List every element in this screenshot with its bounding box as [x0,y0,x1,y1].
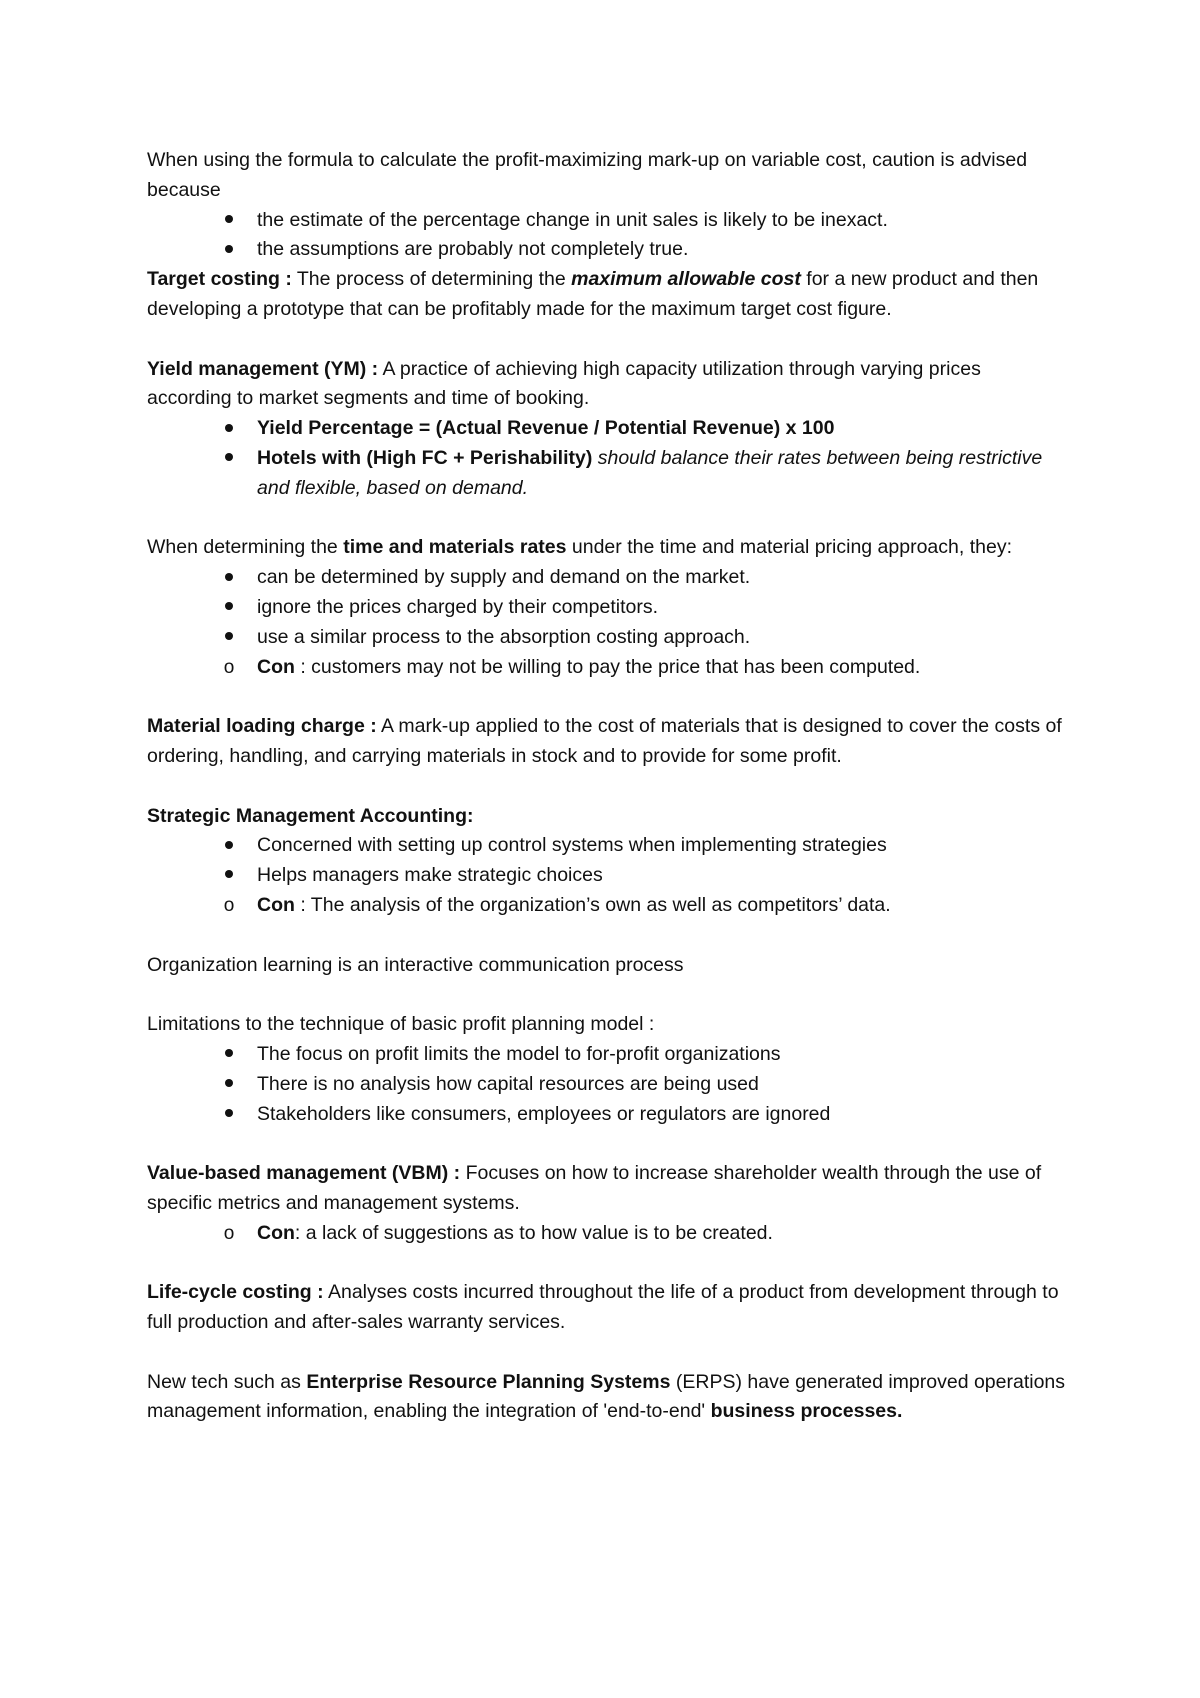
bullet-icon [219,414,239,444]
strategic-bullet-list [147,831,1067,920]
vbm-paragraph: Value-based management (VBM) : Focuses on how to increase shareholder wealth through the use of specific metrics and management systems. [147,1162,1042,1214]
term-erps: Enterprise Resource Planning Systems [306,1370,671,1393]
list-item: the estimate of the percentage change in unit sales is likely to be inexact. [147,206,1067,236]
bullet-icon [219,1100,239,1130]
strategic-heading: Strategic Management Accounting: [147,804,474,827]
term-yield-management: Yield management (YM) : [147,357,379,380]
list-item: o Con: a lack of suggestions as to how value is to be created. [147,1219,1067,1249]
list-item: the assumptions are probably not completely true. [147,235,1067,265]
list-item: use a similar process to the absorption costing approach. [147,623,1067,653]
time-materials-paragraph: When determining the time and materials rates under the time and material pricing approach, they: [147,536,1012,559]
term-value-based-management: Value-based management (VBM) : [147,1162,461,1185]
list-item: Helps managers make strategic choices [147,861,1067,891]
bullet-icon [219,861,239,891]
yield-bullet-list [147,414,1067,503]
target-costing-paragraph: Target costing : The process of determining the maximum allowable cost for a new product and then developing a prototype that can be profitably made for the maximum target cost figure. [147,268,1039,320]
list-item: Yield Percentage = (Actual Revenue / Potential Revenue) x 100 [147,414,1067,444]
term-material-loading-charge: Material loading charge : [147,715,377,738]
list-item: Concerned with setting up control systems when implementing strategies [147,831,1067,861]
list-item: can be determined by supply and demand on the market. [147,563,1067,593]
emphasis-maximum-allowable-cost: maximum allowable cost [571,268,801,291]
bullet-icon [219,1040,239,1070]
list-item: There is no analysis how capital resources are being used [147,1070,1067,1100]
circle-bullet-icon: o [223,1222,235,1244]
org-learning-paragraph: Organization learning is an interactive communication process [147,953,684,976]
bullet-icon [219,623,239,653]
bullet-icon [219,444,239,474]
bullet-icon [219,563,239,593]
intro-paragraph: When using the formula to calculate the profit-maximizing mark-up on variable cost, caution is advised because [147,149,1028,201]
limitations-bullet-list [147,1040,1067,1129]
yield-management-paragraph: Yield management (YM) : A practice of achieving high capacity utilization through varying prices according to market segments and time of booking. [147,357,981,410]
term-target-costing: Target costing : [147,268,292,291]
bullet-icon [219,593,239,623]
life-cycle-paragraph: Life-cycle costing : Analyses costs incurred throughout the life of a product from development through to full production and after-sales warranty services. [147,1281,1059,1334]
term-time-materials-rates: time and materials rates [343,536,567,559]
circle-bullet-icon: o [223,656,235,678]
bullet-icon [219,831,239,861]
erps-paragraph: New tech such as Enterprise Resource Planning Systems (ERPS) have generated improved operations management information, enabling the integration of 'end-to-end' business processes. [147,1370,1066,1423]
vbm-bullet-list [147,1219,1067,1249]
list-item: Hotels with (High FC + Perishability) should balance their rates between being restrictive and flexible, based on demand. [147,444,1067,504]
circle-bullet-icon: o [223,894,235,916]
bullet-icon [219,206,239,236]
list-item: Stakeholders like consumers, employees or regulators are ignored [147,1100,1067,1130]
list-item: The focus on profit limits the model to for-profit organizations [147,1040,1067,1070]
list-item: ignore the prices charged by their competitors. [147,593,1067,623]
bullet-icon [219,1070,239,1100]
list-item: o Con : The analysis of the organization’s own as well as competitors’ data. [147,891,1067,921]
document-page [147,146,1067,1427]
limitations-heading: Limitations to the technique of basic profit planning model : [147,1013,655,1036]
list-item: o Con : customers may not be willing to pay the price that has been computed. [147,653,1067,683]
bullet-icon [219,235,239,265]
term-life-cycle-costing: Life-cycle costing : [147,1281,324,1304]
time-materials-bullet-list [147,563,1067,682]
material-loading-paragraph: Material loading charge : A mark-up applied to the cost of materials that is designed to cover the costs of ordering, handling, and carrying materials in stock and to provide for some profit. [147,715,1062,767]
intro-bullet-list [147,206,1067,266]
